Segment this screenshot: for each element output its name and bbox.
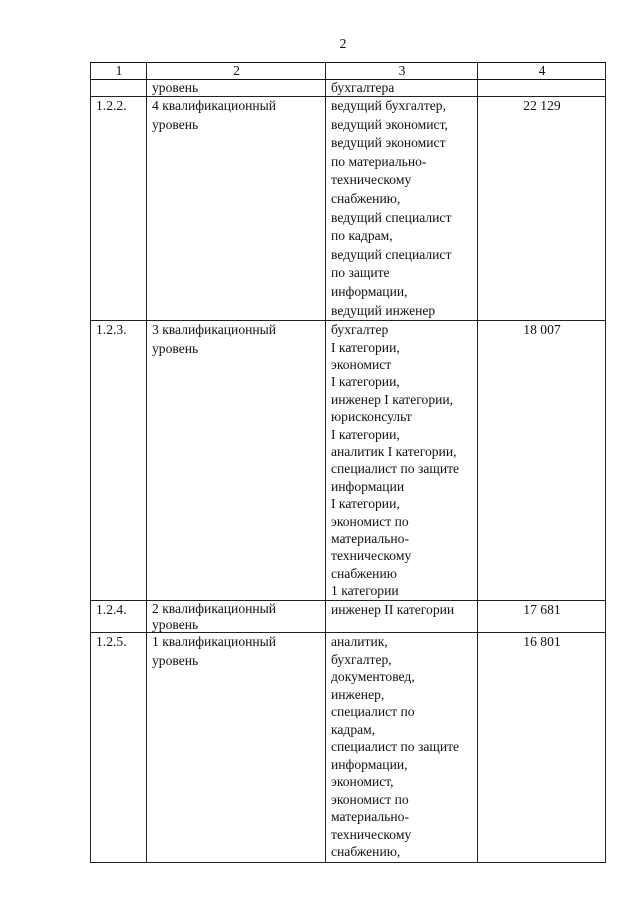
cell-number: 1.2.2. bbox=[91, 97, 147, 321]
level-line: 3 квалификационный bbox=[152, 322, 277, 338]
position-line: инженер I категории, bbox=[331, 391, 454, 407]
table-row bbox=[91, 321, 606, 601]
position-line: экономист по bbox=[331, 791, 409, 807]
position-line: документовед, bbox=[331, 669, 415, 685]
cell-level bbox=[147, 601, 326, 633]
position-line: снабжению, bbox=[331, 190, 401, 206]
position-line: техническому bbox=[331, 826, 412, 842]
position-line: ведущий экономист, bbox=[331, 116, 448, 132]
cell-number: 1.2.3. bbox=[91, 321, 147, 601]
position-line: специалист по защите bbox=[331, 461, 460, 477]
cell-number: 1.2.4. bbox=[91, 601, 147, 633]
position-line: снабжению bbox=[331, 565, 397, 581]
position-line: ведущий специалист bbox=[331, 209, 452, 225]
cell-positions bbox=[326, 601, 478, 633]
position-line: по защите bbox=[331, 265, 390, 281]
cell-number: 1.2.5. bbox=[91, 633, 147, 863]
page-number: 2 bbox=[339, 37, 347, 52]
table-row bbox=[91, 633, 606, 863]
position-line: экономист, bbox=[331, 774, 394, 790]
cell-level bbox=[147, 97, 326, 321]
cell-salary: 16 801 bbox=[478, 633, 606, 863]
position-line: специалист по bbox=[331, 704, 415, 720]
position-line: I категории, bbox=[331, 426, 400, 442]
table-header-row bbox=[91, 63, 606, 80]
header-col-2: 2 bbox=[147, 63, 326, 80]
cell-positions bbox=[326, 97, 478, 321]
cell-positions: бухгалтера bbox=[326, 80, 478, 97]
cell-level bbox=[147, 321, 326, 601]
level-line: уровень bbox=[152, 340, 199, 356]
header-col-1: 1 bbox=[91, 63, 147, 80]
position-line: юрисконсульт bbox=[331, 409, 412, 425]
position-line: по кадрам, bbox=[331, 228, 393, 244]
position-line: техническому bbox=[331, 172, 412, 188]
position-line: ведущий бухгалтер, bbox=[331, 98, 446, 113]
table-row bbox=[91, 601, 606, 633]
position-line: экономист bbox=[331, 356, 392, 372]
position-line: инженер, bbox=[331, 686, 385, 702]
cell-salary: 18 007 bbox=[478, 321, 606, 601]
position-line: кадрам, bbox=[331, 721, 376, 737]
cell-positions bbox=[326, 321, 478, 601]
position-line: снабжению, bbox=[331, 844, 401, 860]
position-line: бухгалтер, bbox=[331, 651, 392, 667]
position-line: ведущий экономист bbox=[331, 135, 446, 151]
position-line: I категории, bbox=[331, 339, 400, 355]
level-line: уровень bbox=[152, 616, 199, 632]
cell-salary: 17 681 bbox=[478, 601, 606, 633]
position-line: экономист по bbox=[331, 513, 409, 529]
position-line: информации, bbox=[331, 283, 408, 299]
level-line: 1 квалификационный bbox=[152, 634, 277, 650]
position-line: по материально- bbox=[331, 153, 427, 169]
cell-positions bbox=[326, 633, 478, 863]
position-line: специалист по защите bbox=[331, 739, 460, 755]
cell-salary: 22 129 bbox=[478, 97, 606, 321]
header-col-4: 4 bbox=[478, 63, 606, 80]
level-line: 2 квалификационный bbox=[152, 601, 277, 617]
position-line: информации bbox=[331, 478, 405, 494]
cell-level: уровень bbox=[147, 80, 326, 97]
position-line: материально- bbox=[331, 809, 409, 825]
position-line: материально- bbox=[331, 531, 409, 546]
level-line: 4 квалификационный bbox=[152, 98, 277, 113]
table-row bbox=[91, 97, 606, 321]
header-col-3: 3 bbox=[326, 63, 478, 80]
salary-table bbox=[90, 62, 606, 863]
position-line: ведущий инженер bbox=[331, 302, 436, 318]
level-line: уровень bbox=[152, 116, 199, 132]
position-line: ведущий специалист bbox=[331, 246, 452, 262]
position-line: бухгалтер bbox=[331, 322, 389, 338]
position-line: 1 категории bbox=[331, 583, 399, 599]
cell-salary bbox=[478, 80, 606, 97]
cell-level bbox=[147, 633, 326, 863]
cell-number bbox=[91, 80, 147, 97]
position-line: аналитик, bbox=[331, 634, 388, 650]
position-line: I категории, bbox=[331, 374, 400, 390]
level-line: уровень bbox=[152, 652, 199, 668]
position-line: инженер II категории bbox=[331, 602, 455, 618]
position-line: аналитик I категории, bbox=[331, 443, 457, 459]
continuation-row bbox=[91, 80, 606, 97]
position-line: информации, bbox=[331, 756, 408, 772]
position-line: техническому bbox=[331, 548, 412, 564]
position-line: I категории, bbox=[331, 496, 400, 512]
